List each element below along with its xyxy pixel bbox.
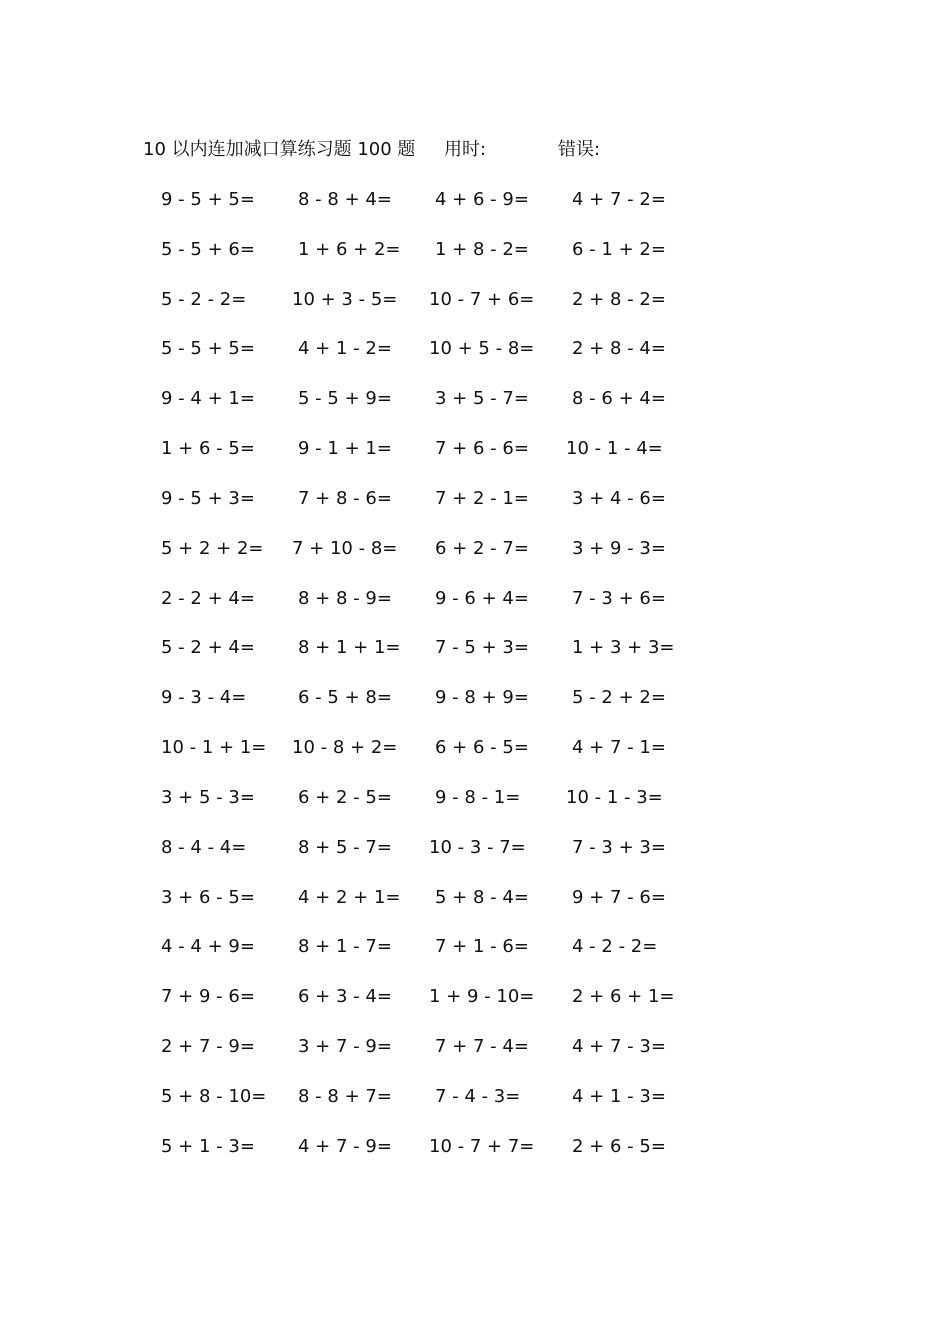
- problem-item: 8 + 1 - 7=: [298, 936, 392, 958]
- problem-row: [0, 534, 950, 584]
- problem-item: 6 + 3 - 4=: [298, 986, 392, 1008]
- problem-item: 7 + 6 - 6=: [435, 438, 529, 460]
- problem-row: [0, 633, 950, 683]
- problem-item: 10 - 1 + 1=: [161, 737, 267, 759]
- problem-item: 4 + 2 + 1=: [298, 886, 401, 908]
- problem-item: 8 + 5 - 7=: [298, 836, 392, 858]
- problem-item: 7 - 3 + 3=: [572, 836, 666, 858]
- problem-item: 10 - 3 - 7=: [429, 836, 526, 858]
- problem-row: [0, 783, 950, 833]
- problem-item: 6 - 5 + 8=: [298, 687, 392, 709]
- problem-item: 3 + 9 - 3=: [572, 537, 666, 559]
- problem-item: 5 - 2 + 2=: [572, 687, 666, 709]
- problem-row: [0, 733, 950, 783]
- problem-row: [0, 883, 950, 933]
- problem-row: [0, 334, 950, 384]
- problem-row: [0, 833, 950, 883]
- problem-item: 7 + 9 - 6=: [161, 986, 255, 1008]
- problem-item: 2 + 8 - 4=: [572, 338, 666, 360]
- problem-item: 7 - 4 - 3=: [435, 1085, 521, 1107]
- worksheet-title: 10 以内连加减口算练习题 100 题: [143, 139, 416, 160]
- problem-item: 5 + 8 - 4=: [435, 886, 529, 908]
- problem-grid: [0, 185, 950, 1182]
- problem-item: 7 + 2 - 1=: [435, 487, 529, 509]
- problem-row: [0, 484, 950, 534]
- problem-item: 10 - 1 - 4=: [566, 438, 663, 460]
- problem-item: 6 + 2 - 5=: [298, 786, 392, 808]
- problem-row: [0, 285, 950, 335]
- problem-item: 1 + 6 - 5=: [161, 438, 255, 460]
- problem-item: 5 - 2 + 4=: [161, 637, 255, 659]
- problem-item: 4 + 6 - 9=: [435, 189, 529, 210]
- problem-item: 5 - 2 - 2=: [161, 288, 247, 310]
- problem-item: 1 + 8 - 2=: [435, 238, 529, 260]
- problem-row: [0, 1082, 950, 1132]
- problem-item: 5 - 5 + 9=: [298, 388, 392, 410]
- problem-item: 8 + 1 + 1=: [298, 637, 401, 659]
- problem-row: [0, 434, 950, 484]
- problem-item: 2 + 8 - 2=: [572, 288, 666, 310]
- problem-item: 3 + 7 - 9=: [298, 1036, 392, 1058]
- problem-item: 9 - 8 - 1=: [435, 786, 521, 808]
- problem-item: 6 - 1 + 2=: [572, 238, 666, 260]
- problem-item: 10 + 3 - 5=: [292, 288, 398, 310]
- problem-row: [0, 384, 950, 434]
- problem-item: 3 + 5 - 7=: [435, 388, 529, 410]
- problem-item: 9 - 6 + 4=: [435, 587, 529, 609]
- problem-item: 2 + 6 + 1=: [572, 986, 675, 1008]
- problem-item: 9 - 5 + 3=: [161, 487, 255, 509]
- problem-item: 5 + 8 - 10=: [161, 1085, 267, 1107]
- problem-row: [0, 235, 950, 285]
- problem-item: 8 - 8 + 4=: [298, 189, 392, 210]
- problem-item: 5 - 5 + 5=: [161, 338, 255, 360]
- problem-item: 1 + 9 - 10=: [429, 986, 535, 1008]
- problem-item: 4 + 7 - 3=: [572, 1036, 666, 1058]
- problem-item: 7 + 7 - 4=: [435, 1036, 529, 1058]
- problem-item: 4 - 4 + 9=: [161, 936, 255, 958]
- problem-item: 9 - 8 + 9=: [435, 687, 529, 709]
- problem-item: 2 - 2 + 4=: [161, 587, 255, 609]
- problem-item: 9 - 1 + 1=: [298, 438, 392, 460]
- problem-item: 7 + 8 - 6=: [298, 487, 392, 509]
- problem-item: 1 + 6 + 2=: [298, 238, 401, 260]
- problem-item: 8 - 4 - 4=: [161, 836, 247, 858]
- problem-item: 6 + 2 - 7=: [435, 537, 529, 559]
- problem-item: 4 + 7 - 9=: [298, 1135, 392, 1157]
- problem-item: 10 - 8 + 2=: [292, 737, 398, 759]
- problem-item: 7 + 1 - 6=: [435, 936, 529, 958]
- problem-item: 8 + 8 - 9=: [298, 587, 392, 609]
- problem-row: [0, 185, 950, 235]
- problem-item: 7 + 10 - 8=: [292, 537, 398, 559]
- problem-item: 10 - 7 + 7=: [429, 1135, 535, 1157]
- time-used-label: 用时:: [444, 139, 487, 160]
- problem-item: 9 - 3 - 4=: [161, 687, 247, 709]
- problem-row: [0, 584, 950, 634]
- problem-row: [0, 1032, 950, 1082]
- problem-item: 3 + 4 - 6=: [572, 487, 666, 509]
- problem-item: 9 - 5 + 5=: [161, 189, 255, 210]
- problem-item: 6 + 6 - 5=: [435, 737, 529, 759]
- problem-item: 4 + 7 - 2=: [572, 189, 666, 210]
- problem-item: 3 + 6 - 5=: [161, 886, 255, 908]
- problem-item: 2 + 6 - 5=: [572, 1135, 666, 1157]
- problem-item: 3 + 5 - 3=: [161, 786, 255, 808]
- problem-item: 4 + 1 - 3=: [572, 1085, 666, 1107]
- errors-label: 错误:: [558, 139, 601, 160]
- problem-item: 8 - 8 + 7=: [298, 1085, 392, 1107]
- problem-item: 9 - 4 + 1=: [161, 388, 255, 410]
- problem-item: 1 + 3 + 3=: [572, 637, 675, 659]
- problem-item: 7 - 5 + 3=: [435, 637, 529, 659]
- problem-row: [0, 683, 950, 733]
- problem-item: 9 + 7 - 6=: [572, 886, 666, 908]
- problem-row: [0, 932, 950, 982]
- problem-item: 4 - 2 - 2=: [572, 936, 658, 958]
- problem-item: 5 + 2 + 2=: [161, 537, 264, 559]
- problem-item: 8 - 6 + 4=: [572, 388, 666, 410]
- problem-row: [0, 1132, 950, 1182]
- problem-item: 2 + 7 - 9=: [161, 1036, 255, 1058]
- problem-item: 4 + 1 - 2=: [298, 338, 392, 360]
- problem-item: 10 + 5 - 8=: [429, 338, 535, 360]
- problem-item: 5 - 5 + 6=: [161, 238, 255, 260]
- problem-item: 10 - 1 - 3=: [566, 786, 663, 808]
- problem-item: 7 - 3 + 6=: [572, 587, 666, 609]
- problem-item: 10 - 7 + 6=: [429, 288, 535, 310]
- problem-item: 5 + 1 - 3=: [161, 1135, 255, 1157]
- problem-row: [0, 982, 950, 1032]
- problem-item: 4 + 7 - 1=: [572, 737, 666, 759]
